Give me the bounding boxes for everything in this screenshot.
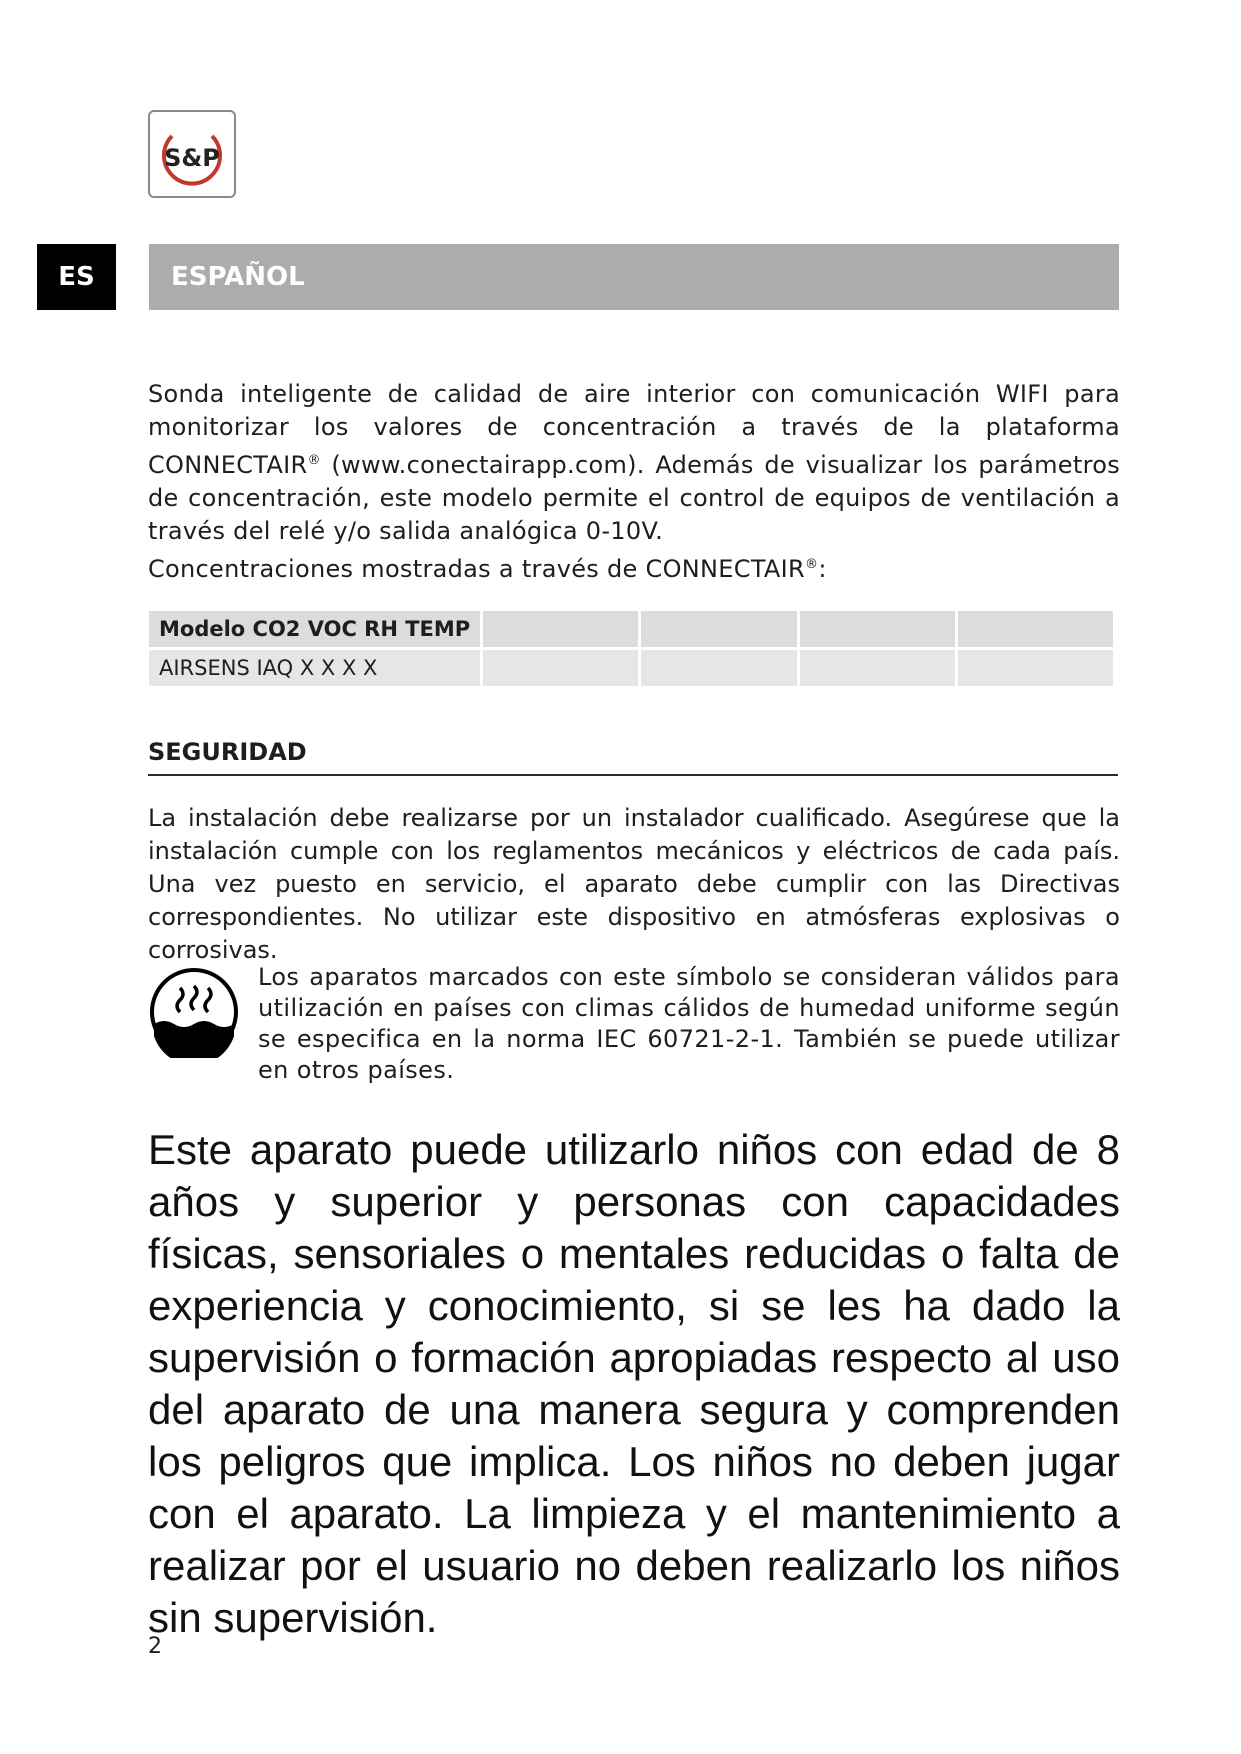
symbol-description: Los aparatos marcados con este símbolo se consideran válidos para utilización en países con climas cálidos de humedad uniforme según se especifica en la norma IEC 60721-2-1. También se puede utilizar en otros países. xyxy=(258,963,1120,1084)
intro-colon: : xyxy=(818,555,827,583)
children-notice: Este aparato puede utilizarlo niños con edad de 8 años y superior y personas con capacidades físicas, sensoriales o mentales reducidas o falta de experiencia y conocimiento, si se les ha dado la supervisión o formación apropiadas respecto al uso del aparato de una manera segura y comprenden los peligros que implica. Los niños no deben jugar con el aparato. La limpieza y el mantenimiento a realizar por el usuario no deben realizarlo los niños sin supervisión. xyxy=(148,1126,1120,1641)
table-header-cell xyxy=(483,611,638,647)
registered-mark: ® xyxy=(307,453,321,468)
table-cell: AIRSENS IAQ X X X X xyxy=(149,650,480,686)
sp-logo xyxy=(148,110,236,198)
table-cell xyxy=(483,650,638,686)
page-number: 2 xyxy=(148,1634,162,1659)
table-row xyxy=(149,650,1113,686)
table-cell xyxy=(641,650,796,686)
safety-title: SEGURIDAD xyxy=(148,738,1118,776)
registered-mark: ® xyxy=(805,557,819,572)
intro-paragraph-1: Sonda inteligente de calidad de aire interior con comunicación WIFI para monitorizar los valores de concentración a través de la plataforma CONNECTAIR xyxy=(148,380,1120,479)
table-cell xyxy=(958,650,1113,686)
model-table xyxy=(146,608,1116,689)
table-header-cell xyxy=(641,611,796,647)
humid-climate-icon xyxy=(148,966,240,1058)
safety-text: La instalación debe realizarse por un instalador cualificado. Asegúrese que la instalación cumple con los reglamentos mecánicos y eléctricos de cada país. Una vez puesto en servicio, el aparato debe cumplir con las Directivas correspondientes. No utilizar este dispositivo en atmósferas explosivas o corrosivas. xyxy=(148,804,1120,964)
intro-paragraph-1-rest: (www.conectairapp.com). Además de visualizar los parámetros de concentración, este modelo permite el control de equipos de ventilación a través del relé y/o salida analógica 0-10V. xyxy=(148,451,1120,545)
language-title: ESPAÑOL xyxy=(149,244,1119,310)
intro-text xyxy=(148,378,1120,586)
table-header-cell xyxy=(800,611,955,647)
logo-text: S&P xyxy=(164,144,220,172)
intro-paragraph-2: Concentraciones mostradas a través de CONNECTAIR xyxy=(148,555,805,583)
sp-logo-icon xyxy=(150,112,234,196)
table-header-row xyxy=(149,611,1113,647)
table-header-cell: Modelo CO2 VOC RH TEMP xyxy=(149,611,480,647)
table-cell xyxy=(800,650,955,686)
table-header-cell xyxy=(958,611,1113,647)
language-tab: ES xyxy=(37,244,116,310)
